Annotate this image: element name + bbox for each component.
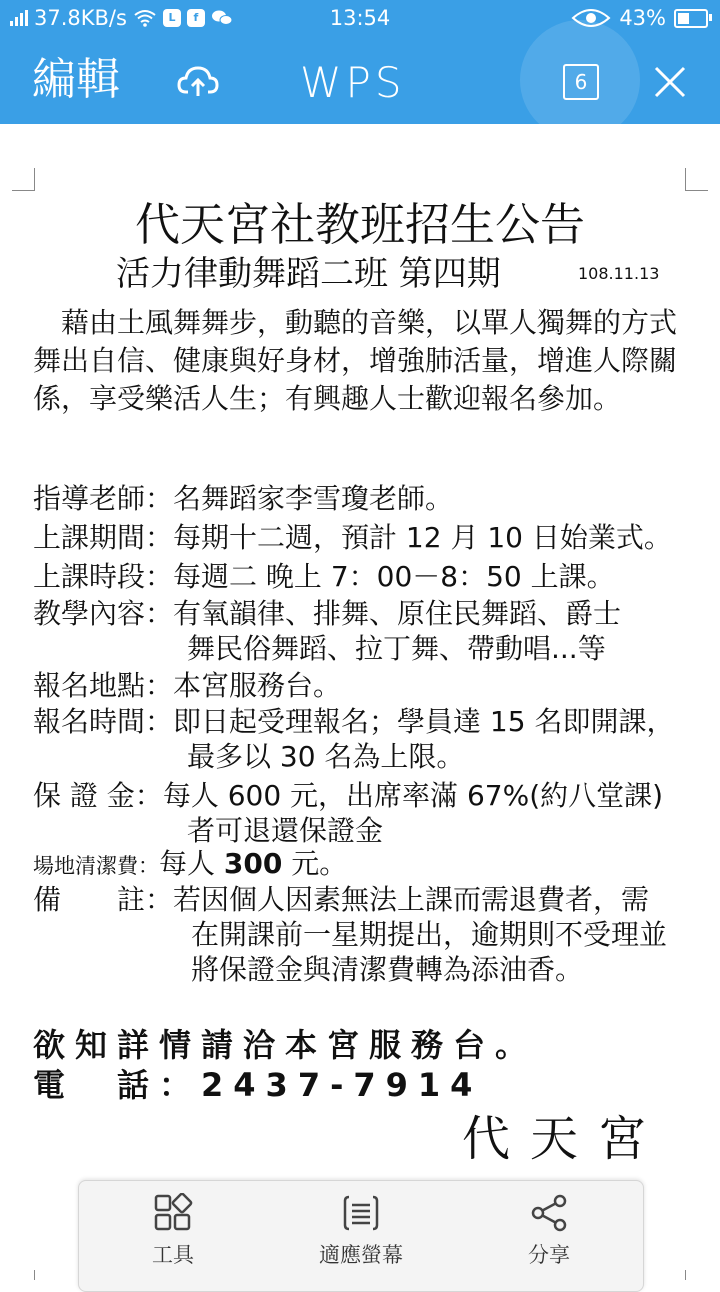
line-icon: L	[163, 9, 181, 27]
network-speed: 37.8KB/s	[34, 6, 127, 30]
phone-line	[33, 1060, 482, 1106]
info-label: 指導老師：	[33, 482, 174, 515]
tools-icon	[153, 1193, 193, 1233]
fit-screen-label: 適應螢幕	[319, 1243, 403, 1267]
bottom-action-bar	[78, 1180, 644, 1292]
tools-button[interactable]	[103, 1193, 243, 1269]
info-row-remarks	[33, 882, 649, 918]
document-page[interactable]	[0, 124, 720, 1280]
phone-number: 2437-7914	[201, 1066, 483, 1104]
edit-button[interactable]: 編輯	[32, 54, 120, 105]
close-icon[interactable]	[650, 62, 690, 102]
info-label: 上課期間：	[33, 521, 174, 554]
info-value: 即日起受理報名；學員達 15 名即開課，	[173, 705, 675, 738]
fit-screen-button[interactable]	[291, 1193, 431, 1269]
info-value: 若因個人因素無法上課而需退費者，需	[173, 883, 650, 916]
upload-cloud-icon[interactable]	[176, 60, 220, 104]
document-title: 代天宮社教班招生公告	[134, 198, 585, 251]
info-label: 教學內容：	[33, 597, 174, 630]
info-label: 保 證 金：	[33, 779, 163, 812]
info-row-deposit	[33, 778, 663, 814]
info-value-amount: 300	[223, 847, 283, 880]
info-row-content	[33, 596, 621, 632]
info-value: 名舞蹈家李雪瓊老師。	[173, 482, 454, 515]
page-corner-mark	[12, 1270, 35, 1280]
phone-label: 電 話：	[33, 1066, 202, 1104]
signature: 代天宮	[462, 1111, 667, 1167]
app-toolbar	[0, 38, 720, 124]
info-label: 場地清潔費：	[33, 854, 159, 878]
info-row-registration	[33, 704, 674, 740]
info-label: 報名時間：	[33, 705, 174, 738]
battery-percent: 43%	[619, 6, 666, 30]
info-row-location	[33, 668, 341, 704]
info-label: 備 註：	[33, 883, 174, 916]
share-label: 分享	[528, 1243, 570, 1267]
intro-paragraph: 藉由土風舞舞步，動聽的音樂，以單人獨舞的方式舞出自信、健康與好身材，增強肺活量，增進人際關係，享受樂活人生；有興趣人士歡迎報名參加。	[33, 306, 678, 415]
info-row-registration-cont: 最多以 30 名為上限。	[187, 740, 465, 773]
contact-line: 欲知詳情請洽本宮服務台。	[33, 1026, 538, 1064]
page-count-button[interactable]: 6	[563, 64, 599, 100]
tools-label: 工具	[152, 1243, 194, 1267]
facebook-icon: f	[187, 9, 205, 27]
share-icon	[529, 1193, 569, 1233]
info-row-content-cont: 舞民俗舞蹈、拉丁舞、帶動唱...等	[187, 632, 606, 665]
battery-icon	[674, 9, 708, 28]
info-label: 報名地點：	[33, 669, 174, 702]
info-value: 每週二 晚上 7：00－8：50 上課。	[173, 560, 615, 593]
info-value: 有氧韻律、排舞、原住民舞蹈、爵士	[173, 597, 622, 630]
info-row-cleaning-fee	[33, 846, 347, 884]
info-value-suffix: 元。	[282, 847, 348, 880]
info-value: 本宮服務台。	[173, 669, 342, 702]
info-row-remarks-cont: 在開課前一星期提出，逾期則不受理並	[191, 918, 668, 951]
document-date: 108.11.13	[578, 264, 660, 283]
status-time: 13:54	[329, 6, 391, 30]
info-value: 每期十二週，預計 12 月 10 日始業式。	[173, 521, 672, 554]
fit-screen-icon	[341, 1193, 381, 1233]
info-row-time	[33, 559, 615, 595]
info-label: 上課時段：	[33, 560, 174, 593]
page-corner-mark	[685, 1270, 708, 1280]
document-subtitle: 活力律動舞蹈二班 第四期	[116, 254, 501, 294]
info-value: 每人 600 元，出席率滿 67%(約八堂課)	[162, 779, 664, 812]
wps-logo: WPS	[300, 58, 406, 107]
battery-fill	[678, 13, 689, 24]
info-row-deposit-cont: 者可退還保證金	[187, 814, 384, 847]
share-button[interactable]	[479, 1193, 619, 1269]
info-row-teacher	[33, 481, 453, 517]
info-row-period	[33, 520, 672, 556]
info-value-prefix: 每人	[159, 847, 224, 880]
info-row-remarks-cont2: 將保證金與清潔費轉為添油香。	[191, 953, 584, 986]
